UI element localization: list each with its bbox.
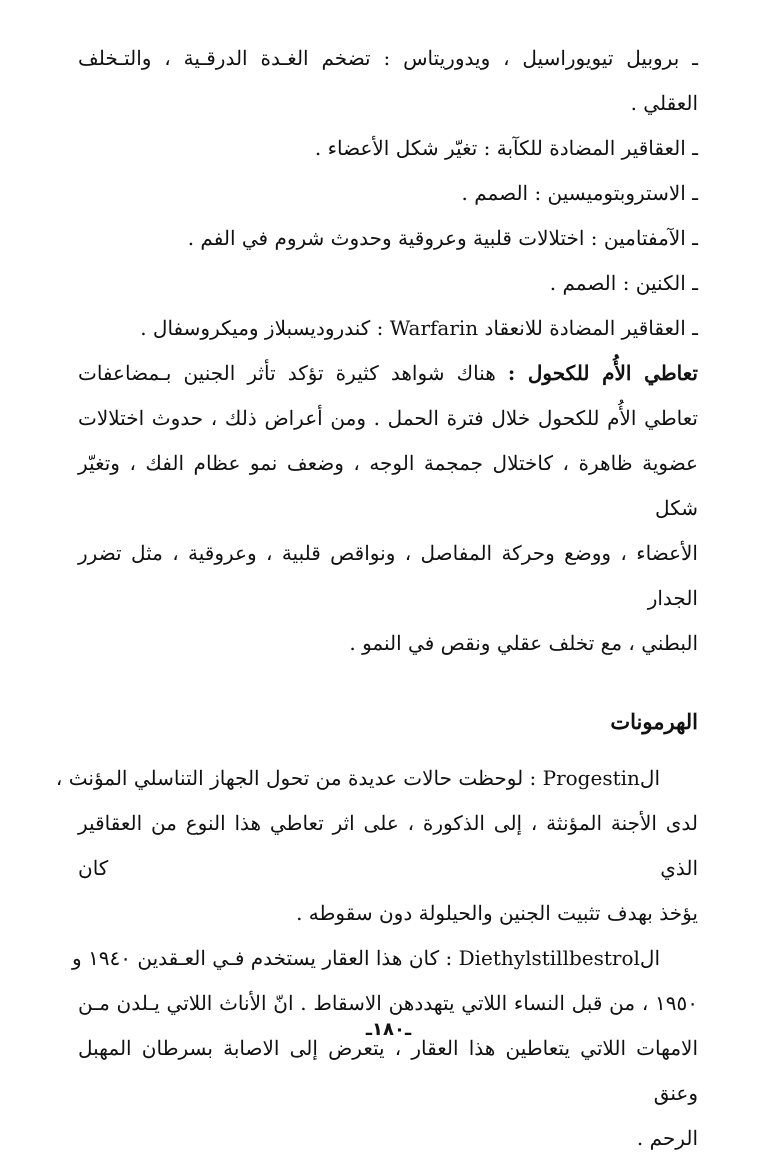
text-line: عضوية ظاهرة ، كاختلال جمجمة الوجه ، وضعف نمو عظام الفك ، وتغيّر شكل bbox=[78, 451, 698, 520]
list-item: ـ الاستروبتوميسين : الصمم . bbox=[461, 181, 698, 205]
text-line: ١٩٥٠ ، من قبل النساء اللاتي يتهددهن الاسقاط . انّ الأناث اللاتي يـلدن مـن bbox=[78, 991, 698, 1015]
heading-spacer bbox=[78, 744, 698, 756]
text-line: ـ بروبيل تيويوراسيل ، ويدوريتاس : تضخم الغـدة الدرقـية ، والتـخلف bbox=[78, 46, 698, 70]
section-heading-hormones: الهرمونات bbox=[610, 709, 698, 734]
list-item: ـ الآمفتامين : اختلالات قلبية وعروقية وحدوث شروم في الفم . bbox=[187, 226, 698, 250]
text-line: يؤخذ بهدف تثبيت الجنين والحيلولة دون سقوطه . bbox=[296, 901, 698, 925]
page-body bbox=[55, 36, 698, 1161]
text-span: هناك شواهد كثيرة تؤكد تأثر الجنين بـمضاعفات bbox=[78, 361, 496, 385]
text-line: الDiethylstillbestrol : كان هذا العقار يستخدم فـي العـقدين ١٩٤٠ و bbox=[72, 946, 660, 970]
section-spacer bbox=[78, 666, 698, 699]
list-item: ـ الكنين : الصمم . bbox=[549, 271, 698, 295]
page-number: ـ١٨٠ـ bbox=[365, 1019, 412, 1040]
text-line: الأعضاء ، ووضع وحركة المفاصل ، ونواقص قلبية ، وعروقية ، مثل تضرر الجدار bbox=[78, 541, 698, 610]
list-item: ـ العقاقير المضادة للكآبة : تغيّر شكل الأعضاء . bbox=[314, 136, 698, 160]
text-line: الامهات اللاتي يتعاطين هذا العقار ، يتعرض إلى الاصابة بسرطان المهبل وعنق bbox=[78, 1036, 698, 1105]
text-line: تعاطي الأُم للكحول خلال فترة الحمل . ومن أعراض ذلك ، حدوث اختلالات bbox=[78, 406, 698, 430]
list-item: ـ العقاقير المضادة للانعقاد Warfarin : كندروديسبلاز وميكروسفال . bbox=[140, 316, 698, 340]
text-line: العقلي . bbox=[630, 91, 698, 115]
alcohol-subheading: تعاطي الأُم للكحول : bbox=[507, 361, 698, 385]
text-line: البطني ، مع تخلف عقلي ونقص في النمو . bbox=[349, 631, 698, 655]
text-line: لدى الأجنة المؤنثة ، إلى الذكورة ، على اثر تعاطي هذا النوع من العقاقير الذي كان bbox=[78, 811, 698, 880]
alcohol-paragraph-first-line bbox=[78, 351, 698, 396]
text-line: الرحم . bbox=[636, 1126, 698, 1150]
text-line: الProgestin : لوحظت حالات عديدة من تحول الجهاز التناسلي المؤنث ، bbox=[55, 766, 660, 790]
